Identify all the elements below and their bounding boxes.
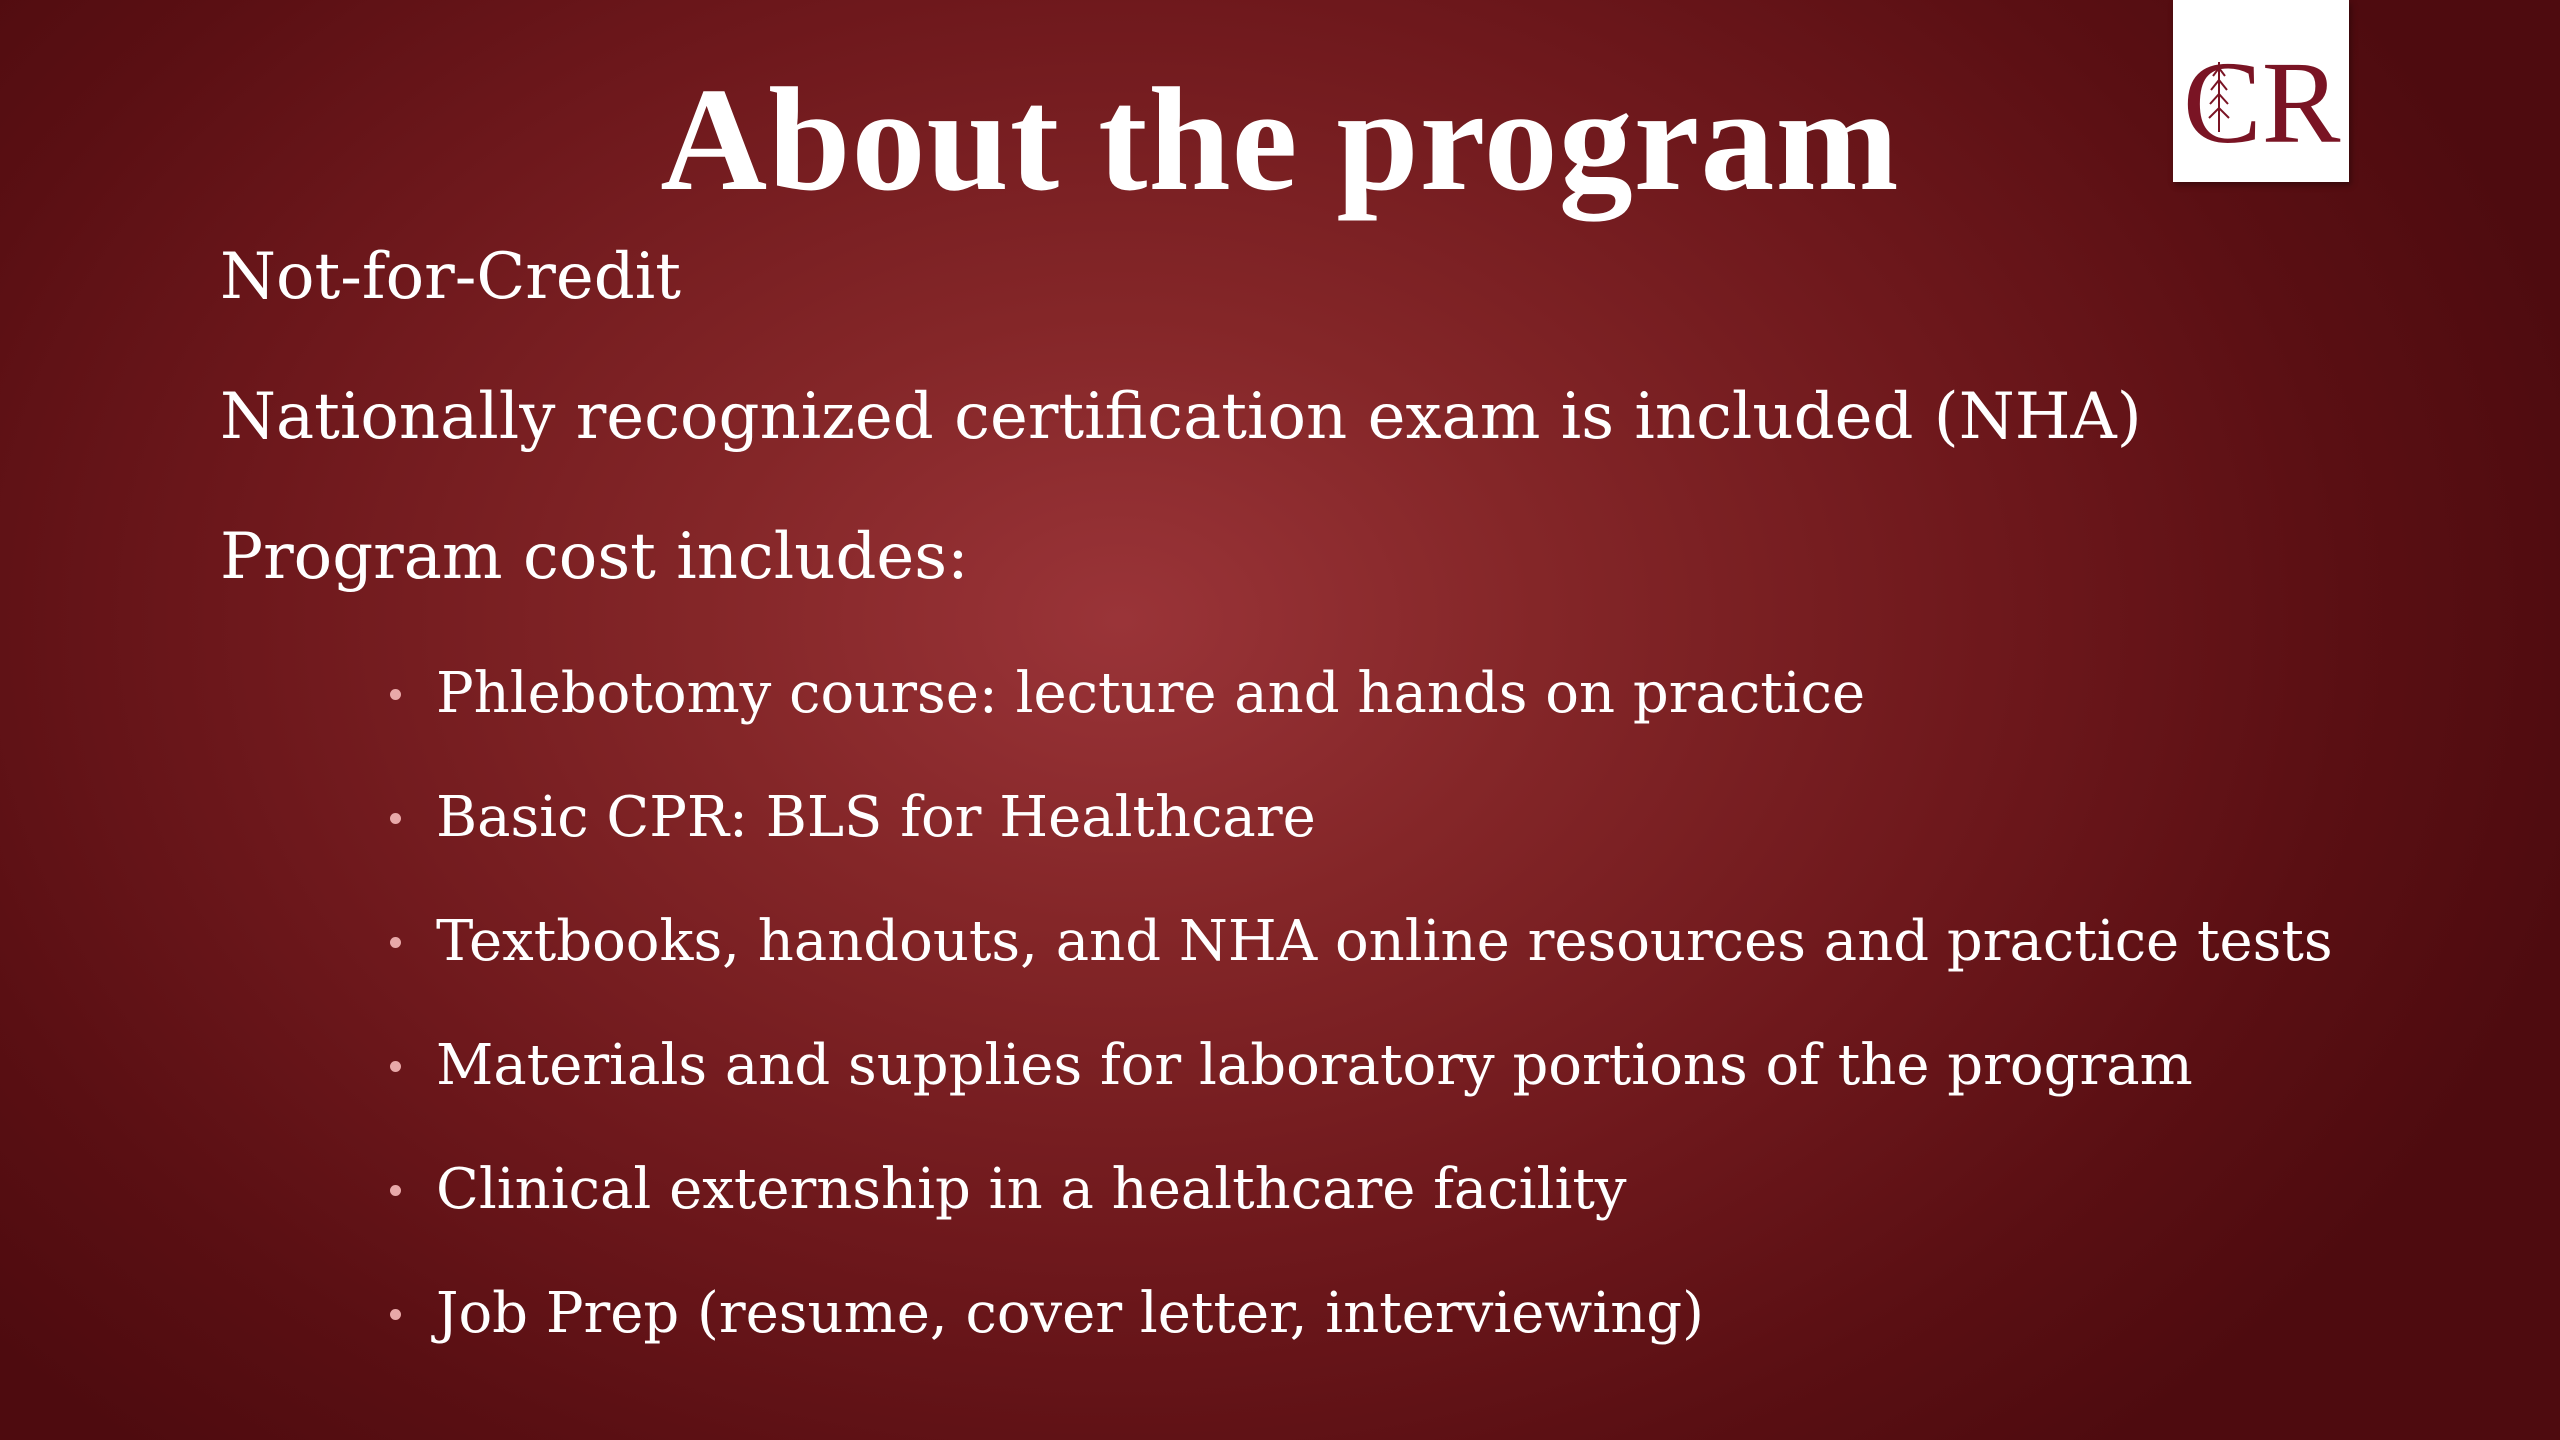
list-item bbox=[390, 1272, 2480, 1356]
bullet-icon bbox=[390, 1061, 401, 1072]
logo-letters: CR bbox=[2183, 37, 2341, 168]
slide-title: About the program bbox=[660, 58, 1900, 222]
text-not-for-credit: Not-for-Credit bbox=[220, 240, 681, 314]
bullet-icon bbox=[390, 1185, 401, 1196]
list-item-text: Clinical externship in a healthcare facility bbox=[436, 1157, 1627, 1222]
bullet-icon bbox=[390, 937, 401, 948]
college-logo-icon bbox=[2173, 0, 2349, 182]
list-item bbox=[390, 652, 2480, 736]
list-item-text: Materials and supplies for laboratory portions of the program bbox=[436, 1033, 2193, 1098]
list-item bbox=[390, 900, 2480, 984]
text-program-cost: Program cost includes: bbox=[220, 520, 969, 594]
list-item bbox=[390, 1148, 2480, 1232]
college-logo bbox=[2173, 0, 2349, 182]
bullet-icon bbox=[390, 689, 401, 700]
cost-includes-list bbox=[390, 652, 2480, 1356]
bullet-icon bbox=[390, 1309, 401, 1320]
list-item bbox=[390, 1024, 2480, 1108]
list-item-text: Basic CPR: BLS for Healthcare bbox=[436, 785, 1316, 850]
list-item bbox=[390, 776, 2480, 860]
text-certification-exam: Nationally recognized certification exam is included (NHA) bbox=[220, 380, 2142, 454]
slide-content bbox=[220, 232, 2480, 1396]
list-item-text: Phlebotomy course: lecture and hands on practice bbox=[436, 661, 1866, 726]
bullet-icon bbox=[390, 813, 401, 824]
list-item-text: Job Prep (resume, cover letter, interviewing) bbox=[436, 1281, 1704, 1346]
list-item-text: Textbooks, handouts, and NHA online resources and practice tests bbox=[436, 909, 2333, 974]
